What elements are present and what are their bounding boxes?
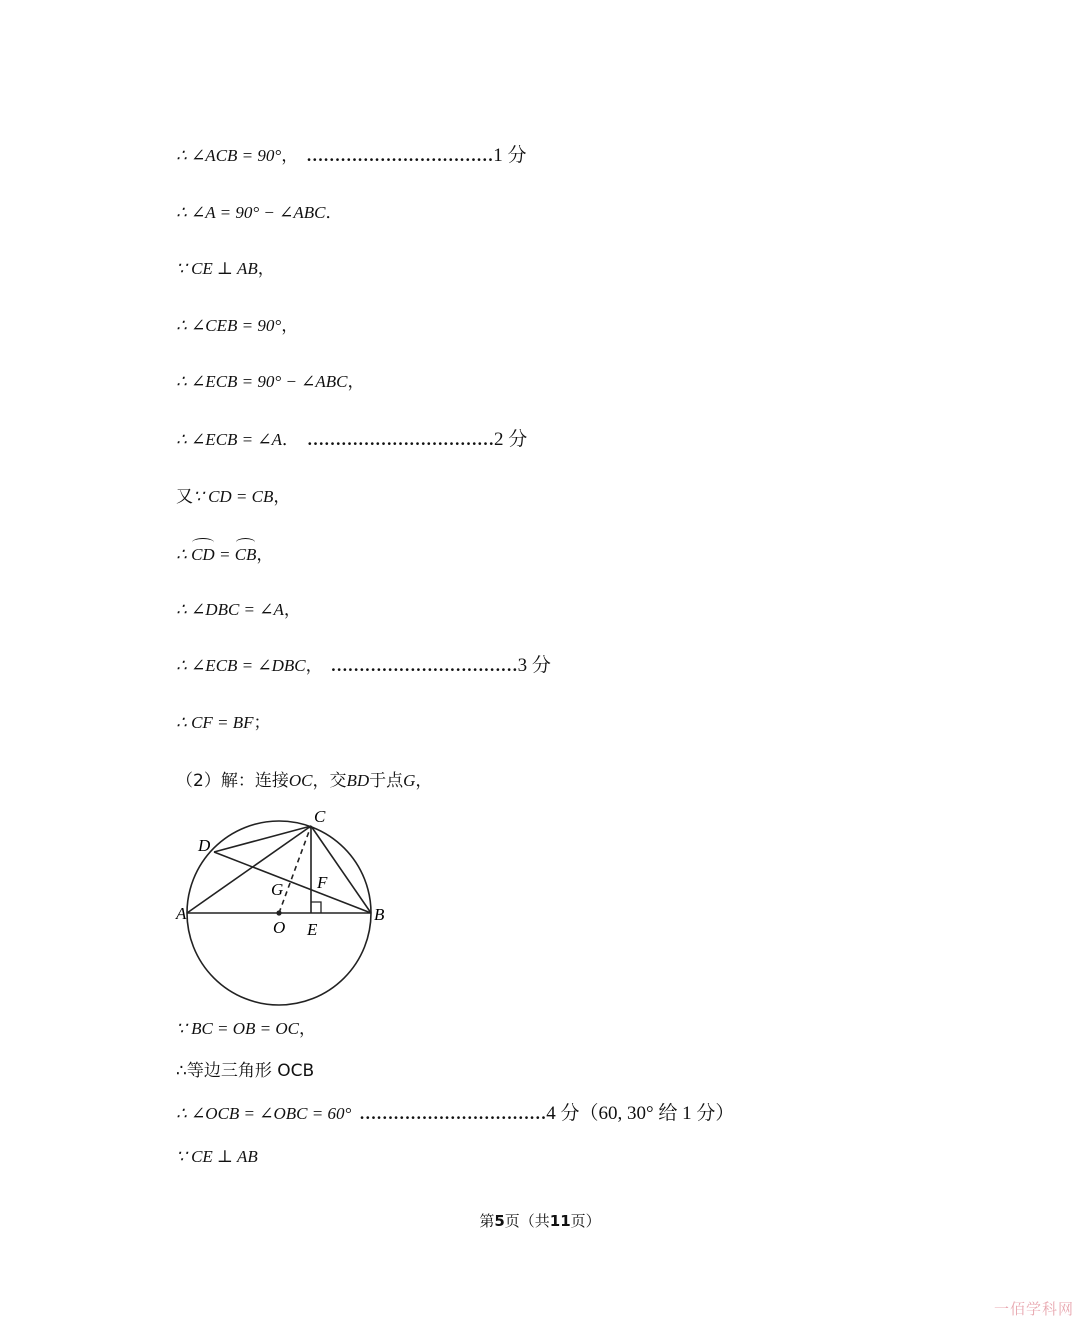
math-expr: ∵ CE ⊥ AB — [176, 259, 258, 278]
line-a-eq — [176, 201, 342, 225]
point-o — [276, 910, 281, 915]
prefix-text: 又 — [176, 487, 193, 507]
punctuation: ． — [282, 430, 300, 449]
punctuation: ， — [305, 656, 323, 675]
segment-dc — [214, 826, 311, 852]
punctuation: ； — [253, 713, 271, 732]
part2-g: G — [403, 771, 416, 790]
part2-bd: BD — [346, 771, 370, 790]
math-expr: ∴ ∠ECB = ∠DBC — [176, 656, 306, 675]
label-c: C — [314, 807, 326, 826]
score-dots: …………………………… — [306, 146, 494, 165]
part2-end: ， — [415, 771, 433, 791]
line-equilateral — [176, 1059, 314, 1083]
part2-mid1: ，交 — [312, 771, 347, 791]
equilateral-text: ∴等边三角形 OCB — [176, 1061, 315, 1081]
line-cd-cb — [176, 485, 290, 509]
page-footer — [0, 1210, 1080, 1231]
right-angle-mark — [311, 902, 321, 913]
punctuation: ， — [256, 545, 274, 564]
footer-post: 页） — [570, 1212, 601, 1230]
part2-pre: （2）解：连接 — [176, 771, 289, 791]
math-expr: ∴ ∠DBC = ∠A — [176, 600, 284, 619]
math-expr: ∴ — [176, 545, 192, 564]
score-label: 4 分（60, 30° 给 1 分） — [546, 1103, 735, 1124]
math-expr: ∴ ∠CEB = 90° — [176, 316, 282, 335]
math-expr: ∵ CE ⊥ AB — [176, 1147, 258, 1166]
label-e: E — [307, 920, 318, 939]
math-expr: ∵ BC = OB = OC — [176, 1019, 300, 1038]
arc-cb: CB — [235, 543, 257, 567]
label-d: D — [198, 836, 211, 855]
punctuation: ， — [347, 372, 365, 391]
punctuation: ， — [281, 316, 299, 335]
line-ce-perp-ab-2 — [176, 1145, 258, 1169]
label-o: O — [273, 918, 286, 937]
line-ocb-60 — [176, 1102, 734, 1126]
math-expr: ∵ CD = CB — [193, 487, 274, 506]
page-total: 11 — [549, 1212, 571, 1230]
punctuation: ， — [299, 1019, 317, 1038]
page-number: 5 — [494, 1212, 505, 1230]
segment-cb — [311, 826, 371, 913]
arc-cd: CD — [191, 543, 215, 567]
punctuation: ， — [257, 259, 275, 278]
punctuation: ． — [325, 203, 343, 222]
punctuation: ， — [281, 146, 299, 165]
score-dots: …………………………… — [330, 656, 518, 675]
label-b: B — [374, 905, 385, 924]
line-ceb-90 — [176, 314, 298, 338]
line-ecb-eq — [176, 370, 365, 394]
score-label: 3 分 — [517, 655, 551, 676]
line-ecb-dbc — [176, 654, 551, 678]
score-dots: …………………………… — [359, 1104, 547, 1123]
footer-pre: 第 — [479, 1212, 495, 1230]
math-expr: = — [214, 545, 235, 564]
math-expr: ∴ ∠A = 90° − ∠ABC — [176, 203, 326, 222]
math-expr: ∴ ∠ACB = 90° — [176, 146, 282, 165]
part2-heading — [176, 769, 432, 793]
label-g: G — [271, 880, 284, 899]
line-arc-eq — [176, 543, 273, 567]
footer-mid: 页（共 — [504, 1212, 550, 1230]
line-ce-perp-ab — [176, 257, 275, 281]
part2-oc: OC — [288, 771, 313, 790]
math-expr: ∴ ∠ECB = ∠A — [176, 430, 283, 449]
geometry-diagram — [174, 806, 394, 1008]
segment-oc-dashed — [279, 826, 311, 913]
score-label: 1 分 — [493, 145, 527, 166]
line-cf-bf — [176, 711, 271, 735]
math-expr: ∴ ∠OCB = ∠OBC = 60° — [176, 1104, 352, 1123]
line-ecb-a — [176, 428, 527, 452]
punctuation: ， — [283, 600, 301, 619]
line-dbc-a — [176, 598, 301, 622]
math-expr: ∴ ∠ECB = 90° − ∠ABC — [176, 372, 348, 391]
part2-mid2: 于点 — [369, 771, 404, 791]
math-expr: ∴ CF = BF — [176, 713, 254, 732]
segment-db — [214, 852, 371, 913]
label-f: F — [317, 873, 328, 892]
line-acb-90 — [176, 144, 526, 168]
line-bc-ob-oc — [176, 1017, 316, 1041]
label-a: A — [176, 904, 187, 923]
score-label: 2 分 — [494, 429, 528, 450]
punctuation: ， — [273, 487, 291, 506]
score-dots: …………………………… — [307, 430, 495, 449]
watermark: 一佰学科网 — [993, 1300, 1074, 1318]
